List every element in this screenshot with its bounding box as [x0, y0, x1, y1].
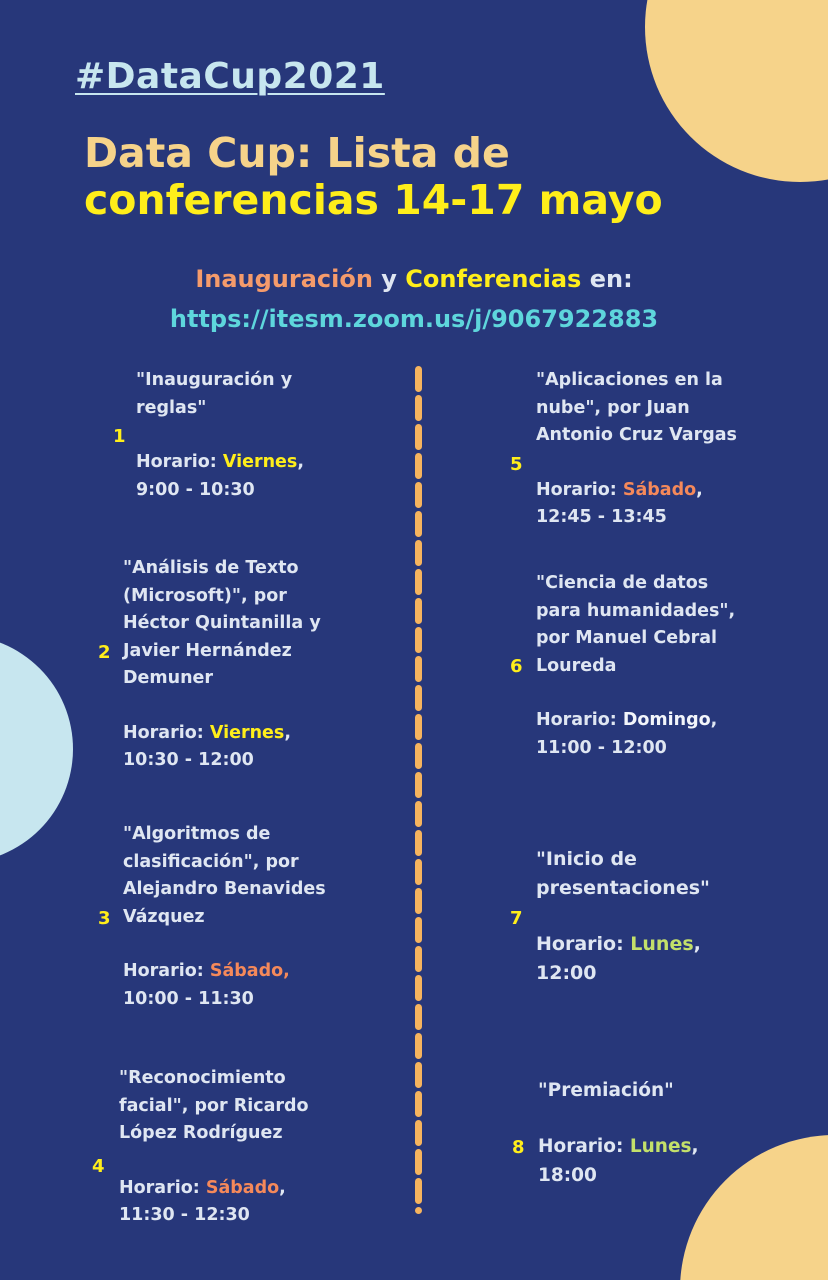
session-number: 3	[98, 908, 111, 929]
schedule-label: Horario:	[123, 722, 210, 743]
hashtag-link[interactable]: #DataCup2021	[75, 56, 385, 97]
session-title-line: "Reconocimiento	[119, 1068, 286, 1088]
session-number: 1	[113, 426, 126, 447]
schedule-day: Lunes	[630, 933, 694, 955]
schedule-day: Sábado,	[209, 961, 290, 981]
schedule-suffix: ,	[284, 722, 291, 743]
page-title	[84, 130, 663, 224]
session-title-line: Demuner	[123, 668, 214, 688]
timeline-dash	[415, 975, 422, 1001]
timeline-dash	[415, 685, 422, 711]
session-title-line: por Manuel Cebral	[536, 628, 718, 648]
schedule-time: 12:45 - 13:45	[536, 507, 667, 527]
timeline-divider	[415, 366, 423, 1236]
session-title-line: Loureda	[536, 655, 617, 676]
timeline-dash	[415, 569, 422, 595]
schedule-label: Horario:	[536, 933, 631, 955]
session-title-line: clasificación", por	[123, 851, 299, 872]
schedule-label: Horario:	[119, 1177, 206, 1198]
schedule-time: 12:00	[536, 962, 597, 984]
timeline-dash	[415, 656, 422, 682]
session-title-line: para humanidades",	[536, 600, 736, 621]
subtitle	[0, 259, 828, 339]
schedule-day: Viernes	[209, 722, 285, 743]
subtitle-inauguracion: Inauguración	[195, 265, 373, 293]
timeline-dash	[415, 714, 422, 740]
timeline-dash	[415, 1149, 422, 1175]
session-title-line: López Rodríguez	[119, 1123, 283, 1143]
session-number: 5	[510, 454, 523, 475]
session-title-line: nube", por Juan	[536, 397, 690, 418]
schedule-time: 18:00	[538, 1165, 597, 1186]
zoom-link[interactable]: https://itesm.zoom.us/j/9067922883	[169, 305, 659, 333]
timeline-dash	[415, 1178, 422, 1204]
schedule-day: Lunes	[629, 1136, 692, 1157]
timeline-dash	[415, 366, 422, 392]
session-title-line: "Inicio de	[536, 848, 637, 870]
title-line-2: conferencias 14-17 mayo	[84, 176, 663, 224]
schedule-time: 9:00 - 10:30	[136, 479, 255, 500]
schedule-label: Horario:	[538, 1136, 630, 1157]
timeline-dash	[415, 801, 422, 827]
timeline-dash	[415, 743, 422, 769]
session-title-line: "Análisis de Texto	[123, 558, 299, 578]
title-line-1: Data Cup: Lista de	[84, 129, 510, 177]
session-title-line: "Ciencia de datos	[536, 573, 709, 593]
timeline-dash	[415, 424, 422, 450]
timeline-dash	[415, 830, 422, 856]
timeline-dash	[415, 1004, 422, 1030]
schedule-time: 10:30 - 12:00	[123, 750, 254, 770]
session-title-line: "Premiación"	[538, 1080, 674, 1101]
session-title-line: Alejandro Benavides	[123, 879, 326, 899]
session-title-line: facial", por Ricardo	[119, 1095, 309, 1116]
session-number: 2	[98, 642, 111, 663]
timeline-dash	[415, 772, 422, 798]
schedule-label: Horario:	[123, 961, 210, 981]
session-title-line: Antonio Cruz Vargas	[536, 425, 737, 445]
session-number: 6	[510, 656, 523, 677]
session-title-line: "Inauguración y	[136, 370, 293, 390]
schedule-suffix: ,	[693, 933, 701, 955]
session-title-line: Vázquez	[123, 906, 205, 927]
timeline-dash	[415, 1091, 422, 1117]
schedule-suffix: ,	[696, 479, 703, 500]
timeline-dash	[415, 598, 422, 624]
timeline-dash	[415, 540, 422, 566]
schedule-suffix: ,	[691, 1136, 699, 1157]
schedule-day: Domingo	[622, 710, 711, 730]
schedule-day: Viernes	[222, 452, 298, 472]
timeline-dash	[415, 946, 422, 972]
session-title-line: presentaciones"	[536, 877, 710, 899]
session-title-line: (Microsoft)", por	[123, 585, 287, 606]
subtitle-conferencias: Conferencias	[405, 265, 582, 293]
schedule-time: 10:00 - 11:30	[123, 988, 254, 1009]
subtitle-connector: y	[372, 265, 406, 293]
schedule-suffix: ,	[710, 710, 718, 730]
timeline-dash	[415, 511, 422, 537]
timeline-dash	[415, 482, 422, 508]
session-title-line: "Aplicaciones en la	[536, 370, 723, 390]
timeline-dash	[415, 1033, 422, 1059]
session-title-line: Héctor Quintanilla y	[123, 613, 321, 633]
session-title-line: "Algoritmos de	[123, 824, 271, 844]
decorative-circle-left	[0, 635, 73, 863]
decorative-circle-bottom-right	[680, 1135, 828, 1280]
schedule-day: Sábado	[622, 479, 697, 500]
schedule-suffix: ,	[279, 1177, 286, 1198]
session-title-line: reglas"	[136, 397, 207, 418]
timeline-dash	[415, 1207, 422, 1214]
timeline-dash	[415, 859, 422, 885]
schedule-suffix: ,	[297, 452, 304, 472]
schedule-time: 11:00 - 12:00	[536, 737, 667, 758]
session-number: 8	[512, 1137, 525, 1158]
decorative-circle-top-right	[645, 0, 828, 182]
timeline-dash	[415, 627, 422, 653]
schedule-time: 11:30 - 12:30	[119, 1205, 250, 1225]
timeline-dash	[415, 453, 422, 479]
schedule-label: Horario:	[136, 452, 223, 472]
session-number: 7	[510, 908, 523, 929]
timeline-dash	[415, 1062, 422, 1088]
timeline-dash	[415, 917, 422, 943]
subtitle-en: en:	[581, 265, 633, 293]
timeline-dash	[415, 1120, 422, 1146]
timeline-dash	[415, 888, 422, 914]
schedule-day: Sábado	[205, 1177, 280, 1198]
session-title-line: Javier Hernández	[123, 640, 292, 661]
session-number: 4	[92, 1156, 105, 1177]
timeline-dash	[415, 395, 422, 421]
schedule-label: Horario:	[536, 479, 623, 500]
schedule-label: Horario:	[536, 710, 623, 730]
